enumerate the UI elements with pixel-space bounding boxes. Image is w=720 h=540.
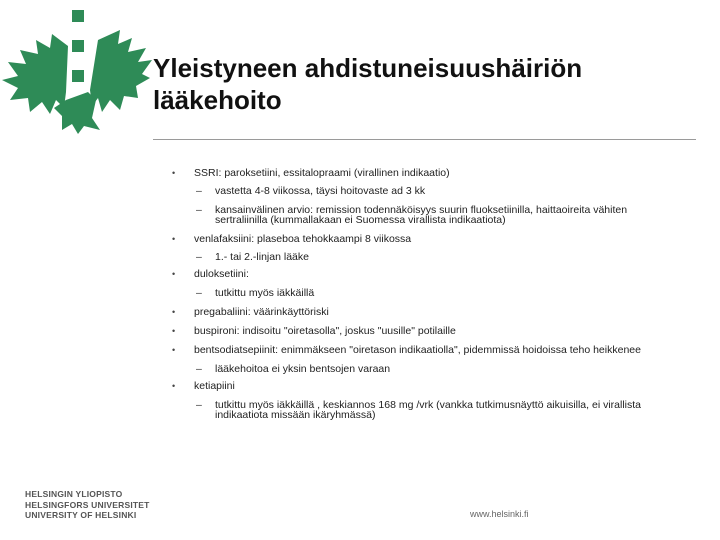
bullet-text: bentsodiatsepiinit: enimmäkseen "oiretason indikaatiolla", pidemmissä hoidoissa teho heikkenee xyxy=(194,344,641,356)
sub-bullet-text: lääkehoitoa ei yksin bentsojen varaan xyxy=(215,363,391,375)
sub-bullet-dash: – xyxy=(196,287,202,299)
sub-bullet-text: kansainvälinen arvio: remission todennäköisyys suurin fluoksetiinilla, haittaoireita vähiten xyxy=(215,204,628,216)
bullet-marker: • xyxy=(172,345,176,355)
university-wordmark xyxy=(25,489,150,521)
bullet-marker: • xyxy=(172,269,176,279)
bullet-marker: • xyxy=(172,168,176,178)
bullet-text: duloksetiini: xyxy=(194,268,249,280)
sub-bullet-dash: – xyxy=(196,399,202,411)
sub-bullet-dash: – xyxy=(196,185,202,197)
sub-bullet-text: sertraliinilla (kummallakaan ei Suomessa virallista indikaatiota) xyxy=(215,214,506,226)
sub-bullet-text: tutkittu myös iäkkäillä , keskiannos 168 mg /vrk (vankka tutkimusnäyttö aikuisilla, ei virallista xyxy=(215,399,641,411)
sub-bullet-text: tutkittu myös iäkkäillä xyxy=(215,287,315,299)
bullet-marker: • xyxy=(172,234,176,244)
wordmark-line-en: UNIVERSITY OF HELSINKI xyxy=(25,510,137,520)
sub-bullet-dash: – xyxy=(196,363,202,375)
bullet-text: venlafaksiini: plaseboa tehokkaampi 8 viikossa xyxy=(194,233,412,245)
sub-bullet-dash: – xyxy=(196,204,202,216)
bullet-marker: • xyxy=(172,381,176,391)
bullet-text: ketiapiini xyxy=(194,380,235,392)
bullet-text: SSRI: paroksetiini, essitalopraami (virallinen indikaatio) xyxy=(194,167,450,179)
bullet-marker: • xyxy=(172,326,176,336)
sub-bullet-text: indikaatiota missään ikäryhmässä) xyxy=(215,409,376,421)
wordmark-line-fi: HELSINGIN YLIOPISTO xyxy=(25,489,123,499)
sub-bullet-text: 1.- tai 2.-linjan lääke xyxy=(215,251,309,263)
title-line-2: lääkehoito xyxy=(153,85,282,115)
sub-bullet-text: vastetta 4-8 viikossa, täysi hoitovaste ad 3 kk xyxy=(215,185,426,197)
footer-url: www.helsinki.fi xyxy=(470,509,529,519)
bullet-marker: • xyxy=(172,307,176,317)
bullet-text: buspironi: indisoitu "oiretasolla", joskus "uusille" potilaille xyxy=(194,325,456,337)
title-line-1: Yleistyneen ahdistuneisuushäiriön xyxy=(153,53,583,83)
bullet-text: pregabaliini: väärinkäyttöriski xyxy=(194,306,329,318)
sub-bullet-dash: – xyxy=(196,251,202,263)
wordmark-line-sv: HELSINGFORS UNIVERSITET xyxy=(25,499,150,510)
